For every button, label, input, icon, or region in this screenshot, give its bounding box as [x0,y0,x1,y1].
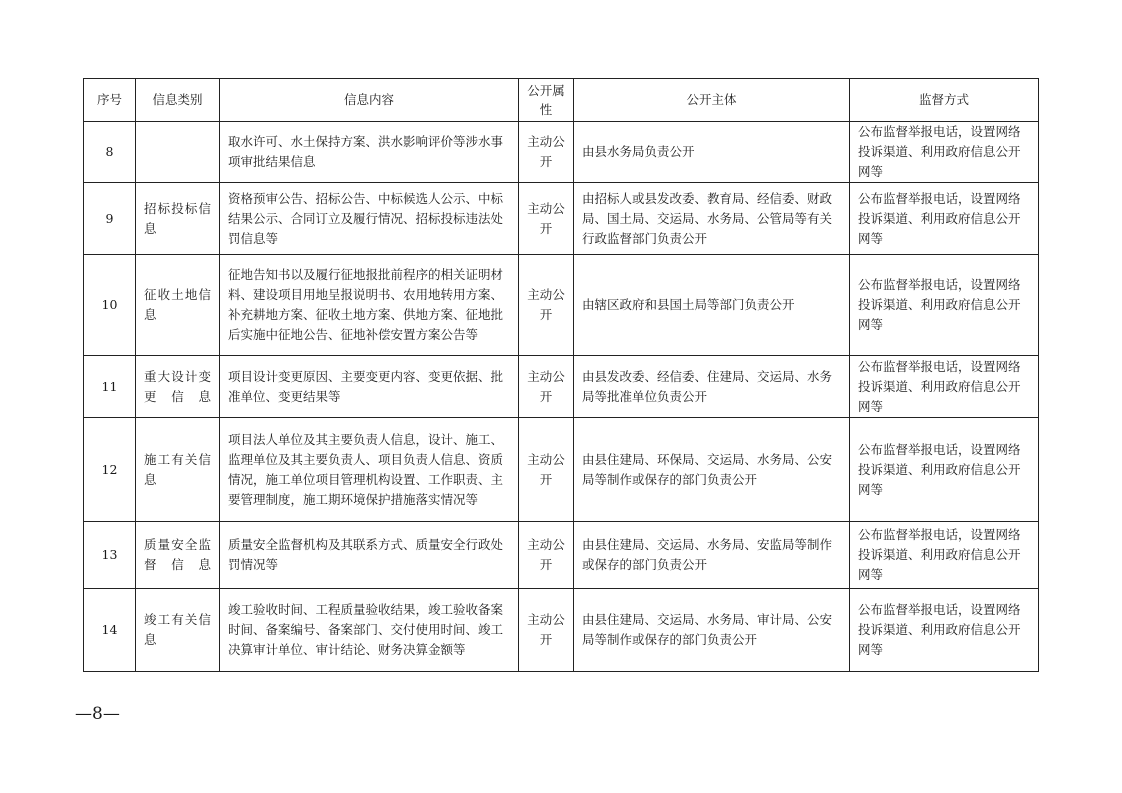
page-number: —8— [75,704,120,724]
table-row [84,122,1039,183]
row-content: 项目设计变更原因、主要变更内容、变更依据、批准单位、变更结果等 [220,356,519,418]
row-subject: 由县水务局负责公开 [574,122,850,183]
row-supervise: 公布监督举报电话，设置网络投诉渠道、利用政府信息公开网等 [850,183,1039,255]
row-subject: 由辖区政府和县国土局等部门负责公开 [574,255,850,356]
row-content: 项目法人单位及其主要负责人信息，设计、施工、监理单位及其主要负责人、项目负责人信息、资质情况，施工单位项目管理机构设置、工作职责、主要管理制度，施工期环境保护措施落实情况等 [220,418,519,522]
row-category: 招标投标信息 [136,183,220,255]
table-header-row [84,79,1039,122]
row-subject: 由县住建局、交运局、水务局、审计局、公安局等制作或保存的部门负责公开 [574,589,850,672]
table-row [84,356,1039,418]
row-num: 14 [84,589,136,672]
row-subject: 由县住建局、交运局、水务局、安监局等制作或保存的部门负责公开 [574,522,850,589]
row-subject: 由县发改委、经信委、住建局、交运局、水务局等批准单位负责公开 [574,356,850,418]
row-content: 取水许可、水土保持方案、洪水影响评价等涉水事项审批结果信息 [220,122,519,183]
row-num: 11 [84,356,136,418]
header-num: 序号 [84,79,136,122]
row-supervise: 公布监督举报电话，设置网络投诉渠道、利用政府信息公开网等 [850,255,1039,356]
row-category: 重大设计变更信息 [136,356,220,418]
row-attr: 主动公开 [519,255,574,356]
row-supervise: 公布监督举报电话，设置网络投诉渠道、利用政府信息公开网等 [850,522,1039,589]
row-supervise: 公布监督举报电话，设置网络投诉渠道、利用政府信息公开网等 [850,356,1039,418]
row-num: 10 [84,255,136,356]
table-row [84,255,1039,356]
row-category: 征收土地信息 [136,255,220,356]
header-category: 信息类别 [136,79,220,122]
row-supervise: 公布监督举报电话，设置网络投诉渠道、利用政府信息公开网等 [850,122,1039,183]
row-subject: 由县住建局、环保局、交运局、水务局、公安局等制作或保存的部门负责公开 [574,418,850,522]
row-supervise: 公布监督举报电话，设置网络投诉渠道、利用政府信息公开网等 [850,589,1039,672]
row-content: 质量安全监督机构及其联系方式、质量安全行政处罚情况等 [220,522,519,589]
table-row [84,183,1039,255]
row-supervise: 公布监督举报电话，设置网络投诉渠道、利用政府信息公开网等 [850,418,1039,522]
row-category: 竣工有关信息 [136,589,220,672]
table-row [84,589,1039,672]
row-attr: 主动公开 [519,418,574,522]
row-attr: 主动公开 [519,122,574,183]
row-content: 征地告知书以及履行征地报批前程序的相关证明材料、建设项目用地呈报说明书、农用地转用方案、补充耕地方案、征收土地方案、供地方案、征地批后实施中征地公告、征地补偿安置方案公告等 [220,255,519,356]
row-attr: 主动公开 [519,356,574,418]
row-category: 施工有关信息 [136,418,220,522]
row-attr: 主动公开 [519,589,574,672]
row-num: 13 [84,522,136,589]
row-attr: 主动公开 [519,522,574,589]
row-num: 8 [84,122,136,183]
header-supervise: 监督方式 [850,79,1039,122]
row-content: 竣工验收时间、工程质量验收结果，竣工验收备案时间、备案编号、备案部门、交付使用时间、竣工决算审计单位、审计结论、财务决算金额等 [220,589,519,672]
row-content: 资格预审公告、招标公告、中标候选人公示、中标结果公示、合同订立及履行情况、招标投标违法处罚信息等 [220,183,519,255]
row-num: 9 [84,183,136,255]
header-subject: 公开主体 [574,79,850,122]
row-num: 12 [84,418,136,522]
row-subject: 由招标人或县发改委、教育局、经信委、财政局、国土局、交运局、水务局、公管局等有关行政监督部门负责公开 [574,183,850,255]
header-attr: 公开属性 [519,79,574,122]
info-disclosure-table [83,78,1039,672]
row-category: 质量安全监督信息 [136,522,220,589]
table-row [84,522,1039,589]
row-attr: 主动公开 [519,183,574,255]
table-row [84,418,1039,522]
row-category [136,122,220,183]
header-content: 信息内容 [220,79,519,122]
